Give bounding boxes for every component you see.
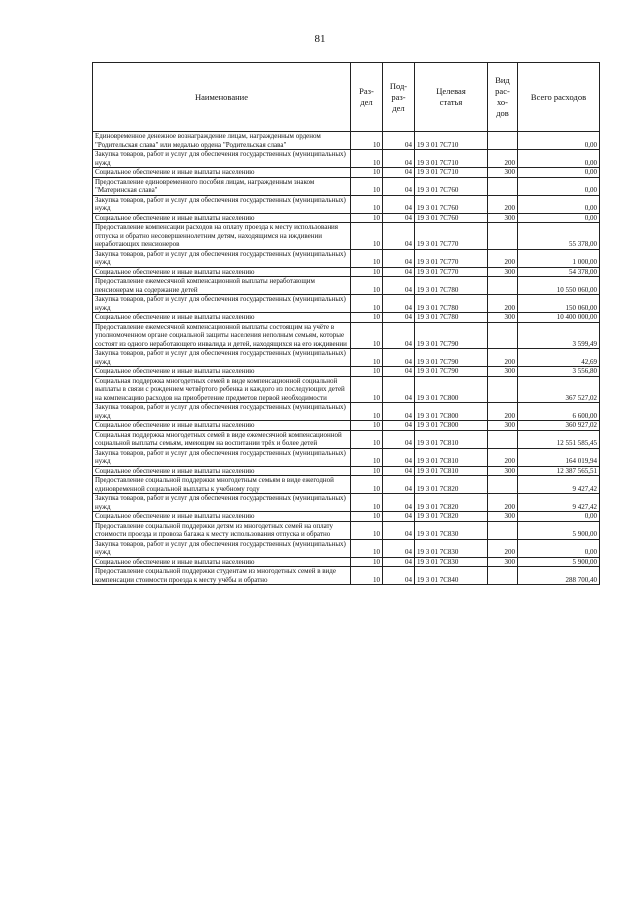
table-row: [93, 376, 600, 403]
cell-razdel: 10: [351, 277, 383, 295]
cell-total: 0,00: [518, 512, 600, 522]
cell-name: Социальное обеспечение и иные выплаты населению: [93, 421, 351, 431]
table-row: [93, 567, 600, 585]
cell-podrazdel: 04: [383, 195, 415, 213]
cell-target: 19 3 01 7C770: [415, 249, 488, 267]
cell-total: 150 060,00: [518, 295, 600, 313]
table-row: [93, 403, 600, 421]
cell-total: 367 527,02: [518, 376, 600, 403]
cell-podrazdel: 04: [383, 295, 415, 313]
cell-vid: 300: [488, 313, 518, 323]
header-vid: Вид рас- хо- дов: [488, 63, 518, 132]
cell-razdel: 10: [351, 150, 383, 168]
cell-name: Социальное обеспечение и иные выплаты населению: [93, 367, 351, 377]
cell-name: Социальное обеспечение и иные выплаты населению: [93, 557, 351, 567]
cell-total: 0,00: [518, 177, 600, 195]
cell-razdel: 10: [351, 512, 383, 522]
table-row: [93, 313, 600, 323]
cell-target: 19 3 01 7C710: [415, 132, 488, 150]
cell-razdel: 10: [351, 295, 383, 313]
table-row: [93, 476, 600, 494]
cell-total: 1 000,00: [518, 249, 600, 267]
cell-podrazdel: 04: [383, 322, 415, 349]
cell-razdel: 10: [351, 249, 383, 267]
table-row: [93, 150, 600, 168]
cell-podrazdel: 04: [383, 313, 415, 323]
cell-target: 19 3 01 7C800: [415, 421, 488, 431]
table-row: [93, 494, 600, 512]
cell-target: 19 3 01 7C810: [415, 448, 488, 466]
cell-name: Предоставление социальной поддержки детям из многодетных семей на оплату стоимости проезда и провоза багажа к месту использования отпуска и обратно: [93, 521, 351, 539]
cell-target: 19 3 01 7C760: [415, 213, 488, 223]
cell-name: Закупка товаров, работ и услуг для обеспечения государственных (муниципальных) нужд: [93, 403, 351, 421]
cell-razdel: 10: [351, 421, 383, 431]
table-row: [93, 213, 600, 223]
table-row: [93, 539, 600, 557]
cell-razdel: 10: [351, 367, 383, 377]
cell-target: 19 3 01 7C790: [415, 367, 488, 377]
cell-razdel: 10: [351, 177, 383, 195]
table-row: [93, 367, 600, 377]
budget-table: [92, 62, 600, 585]
cell-podrazdel: 04: [383, 512, 415, 522]
header-podrazdel: Под- раз- дел: [383, 63, 415, 132]
header-name: Наименование: [93, 63, 351, 132]
cell-razdel: 10: [351, 403, 383, 421]
cell-podrazdel: 04: [383, 466, 415, 476]
cell-target: 19 3 01 7C780: [415, 277, 488, 295]
cell-total: 12 551 585,45: [518, 430, 600, 448]
cell-vid: [488, 322, 518, 349]
table-row: [93, 132, 600, 150]
table-row: [93, 421, 600, 431]
cell-podrazdel: 04: [383, 539, 415, 557]
cell-total: 55 378,00: [518, 223, 600, 250]
cell-podrazdel: 04: [383, 349, 415, 367]
cell-name: Закупка товаров, работ и услуг для обеспечения государственных (муниципальных) нужд: [93, 249, 351, 267]
table-row: [93, 195, 600, 213]
cell-podrazdel: 04: [383, 223, 415, 250]
table-row: [93, 430, 600, 448]
cell-podrazdel: 04: [383, 476, 415, 494]
cell-name: Закупка товаров, работ и услуг для обеспечения государственных (муниципальных) нужд: [93, 150, 351, 168]
cell-total: 12 387 565,51: [518, 466, 600, 476]
cell-total: 9 427,42: [518, 494, 600, 512]
cell-vid: 300: [488, 213, 518, 223]
cell-podrazdel: 04: [383, 376, 415, 403]
cell-total: 3 556,80: [518, 367, 600, 377]
page-number: 81: [314, 33, 326, 45]
cell-vid: 300: [488, 557, 518, 567]
cell-target: 19 3 01 7C820: [415, 476, 488, 494]
cell-name: Единовременное денежное вознаграждение лицам, награжденным орденом "Родительская слава" или медалью ордена "Родительская слава": [93, 132, 351, 150]
cell-vid: 300: [488, 421, 518, 431]
cell-target: 19 3 01 7C780: [415, 295, 488, 313]
cell-target: 19 3 01 7C800: [415, 376, 488, 403]
cell-name: Закупка товаров, работ и услуг для обеспечения государственных (муниципальных) нужд: [93, 349, 351, 367]
header-razdel: Раз- дел: [351, 63, 383, 132]
cell-name: Социальное обеспечение и иные выплаты населению: [93, 313, 351, 323]
cell-razdel: 10: [351, 132, 383, 150]
cell-razdel: 10: [351, 521, 383, 539]
cell-target: 19 3 01 7C710: [415, 168, 488, 178]
cell-razdel: 10: [351, 430, 383, 448]
cell-total: 10 400 000,00: [518, 313, 600, 323]
cell-vid: [488, 521, 518, 539]
cell-razdel: 10: [351, 322, 383, 349]
cell-vid: [488, 430, 518, 448]
cell-razdel: 10: [351, 494, 383, 512]
table-row: [93, 295, 600, 313]
table-row: [93, 267, 600, 277]
cell-total: 0,00: [518, 195, 600, 213]
header-target: Целевая статья: [415, 63, 488, 132]
cell-target: 19 3 01 7C800: [415, 403, 488, 421]
cell-vid: 200: [488, 494, 518, 512]
cell-vid: 200: [488, 249, 518, 267]
table-row: [93, 223, 600, 250]
cell-vid: [488, 132, 518, 150]
cell-razdel: 10: [351, 567, 383, 585]
cell-vid: [488, 476, 518, 494]
cell-vid: 200: [488, 195, 518, 213]
cell-podrazdel: 04: [383, 521, 415, 539]
table-row: [93, 557, 600, 567]
cell-target: 19 3 01 7C770: [415, 223, 488, 250]
cell-podrazdel: 04: [383, 494, 415, 512]
cell-target: 19 3 01 7C790: [415, 349, 488, 367]
header-total: Всего расходов: [518, 63, 600, 132]
cell-vid: 200: [488, 295, 518, 313]
cell-razdel: 10: [351, 376, 383, 403]
cell-razdel: 10: [351, 349, 383, 367]
cell-name: Предоставление ежемесячной компенсационной выплаты состоящим на учёте в уполномоченном органе социальной защиты населения неполным семьям, которые состоят из одного неработающего инвалида и детей, находящихся на его иждивении: [93, 322, 351, 349]
table-row: [93, 168, 600, 178]
cell-podrazdel: 04: [383, 168, 415, 178]
table-row: [93, 349, 600, 367]
table-row: [93, 277, 600, 295]
cell-podrazdel: 04: [383, 567, 415, 585]
cell-vid: 200: [488, 403, 518, 421]
cell-total: 3 599,49: [518, 322, 600, 349]
cell-vid: 300: [488, 267, 518, 277]
cell-podrazdel: 04: [383, 448, 415, 466]
cell-vid: 300: [488, 367, 518, 377]
cell-total: 10 550 060,00: [518, 277, 600, 295]
cell-target: 19 3 01 7C770: [415, 267, 488, 277]
cell-razdel: 10: [351, 557, 383, 567]
cell-podrazdel: 04: [383, 277, 415, 295]
cell-name: Предоставление социальной поддержки студентам из многодетных семей в виде компенсации стоимости проезда к месту учёбы и обратно: [93, 567, 351, 585]
cell-name: Закупка товаров, работ и услуг для обеспечения государственных (муниципальных) нужд: [93, 295, 351, 313]
cell-total: 164 019,94: [518, 448, 600, 466]
cell-target: 19 3 01 7C760: [415, 195, 488, 213]
cell-vid: [488, 567, 518, 585]
cell-podrazdel: 04: [383, 267, 415, 277]
cell-razdel: 10: [351, 466, 383, 476]
table-row: [93, 249, 600, 267]
cell-target: 19 3 01 7C790: [415, 322, 488, 349]
cell-total: 5 900,00: [518, 557, 600, 567]
cell-vid: 200: [488, 150, 518, 168]
cell-total: 0,00: [518, 168, 600, 178]
cell-name: Закупка товаров, работ и услуг для обеспечения государственных (муниципальных) нужд: [93, 448, 351, 466]
cell-total: 0,00: [518, 150, 600, 168]
cell-total: 0,00: [518, 132, 600, 150]
table-row: [93, 177, 600, 195]
cell-podrazdel: 04: [383, 421, 415, 431]
cell-razdel: 10: [351, 313, 383, 323]
cell-target: 19 3 01 7C830: [415, 521, 488, 539]
cell-target: 19 3 01 7C810: [415, 466, 488, 476]
table-row: [93, 466, 600, 476]
cell-podrazdel: 04: [383, 367, 415, 377]
cell-vid: [488, 177, 518, 195]
cell-vid: 300: [488, 466, 518, 476]
cell-target: 19 3 01 7C830: [415, 539, 488, 557]
cell-podrazdel: 04: [383, 177, 415, 195]
cell-target: 19 3 01 7C820: [415, 494, 488, 512]
cell-total: 9 427,42: [518, 476, 600, 494]
cell-total: 360 927,02: [518, 421, 600, 431]
cell-name: Социальное обеспечение и иные выплаты населению: [93, 213, 351, 223]
cell-total: 0,00: [518, 539, 600, 557]
cell-razdel: 10: [351, 223, 383, 250]
table-row: [93, 322, 600, 349]
cell-vid: 200: [488, 349, 518, 367]
cell-target: 19 3 01 7C780: [415, 313, 488, 323]
cell-razdel: 10: [351, 448, 383, 466]
cell-name: Социальная поддержка многодетных семей в виде компенсационной социальной выплаты в связи с рождением четвёртого ребенка и каждого из последующих детей на компенсацию расходов на приобретение предметов первой необходимости: [93, 376, 351, 403]
cell-total: 6 600,00: [518, 403, 600, 421]
cell-vid: [488, 376, 518, 403]
cell-podrazdel: 04: [383, 403, 415, 421]
cell-total: 54 378,00: [518, 267, 600, 277]
cell-name: Социальное обеспечение и иные выплаты населению: [93, 168, 351, 178]
cell-podrazdel: 04: [383, 249, 415, 267]
cell-total: 5 900,00: [518, 521, 600, 539]
cell-target: 19 3 01 7C820: [415, 512, 488, 522]
cell-name: Предоставление социальной поддержки многодетным семьям в виде ежегодной единовременной социальной выплаты к учебному году: [93, 476, 351, 494]
cell-name: Социальное обеспечение и иные выплаты населению: [93, 512, 351, 522]
cell-name: Предоставление ежемесячной компенсационной выплаты неработающим пенсионерам на содержание детей: [93, 277, 351, 295]
table-body: [93, 132, 600, 585]
cell-target: 19 3 01 7C810: [415, 430, 488, 448]
cell-podrazdel: 04: [383, 213, 415, 223]
cell-total: 288 700,40: [518, 567, 600, 585]
cell-razdel: 10: [351, 476, 383, 494]
table-row: [93, 512, 600, 522]
cell-podrazdel: 04: [383, 132, 415, 150]
cell-podrazdel: 04: [383, 557, 415, 567]
cell-name: Закупка товаров, работ и услуг для обеспечения государственных (муниципальных) нужд: [93, 494, 351, 512]
cell-razdel: 10: [351, 195, 383, 213]
table-row: [93, 521, 600, 539]
cell-vid: 200: [488, 448, 518, 466]
cell-vid: 300: [488, 512, 518, 522]
cell-vid: 200: [488, 539, 518, 557]
cell-name: Закупка товаров, работ и услуг для обеспечения государственных (муниципальных) нужд: [93, 195, 351, 213]
cell-vid: [488, 223, 518, 250]
table-header-row: [93, 63, 600, 132]
cell-razdel: 10: [351, 168, 383, 178]
cell-name: Социальное обеспечение и иные выплаты населению: [93, 466, 351, 476]
cell-podrazdel: 04: [383, 150, 415, 168]
table-row: [93, 448, 600, 466]
cell-target: 19 3 01 7C710: [415, 150, 488, 168]
cell-name: Социальное обеспечение и иные выплаты населению: [93, 267, 351, 277]
cell-name: Предоставление компенсации расходов на оплату проезда к месту использования отпуска и обратно несовершеннолетним детям, находящимся на иждивении неработающих пенсионеров: [93, 223, 351, 250]
cell-razdel: 10: [351, 267, 383, 277]
cell-vid: 300: [488, 168, 518, 178]
cell-name: Закупка товаров, работ и услуг для обеспечения государственных (муниципальных) нужд: [93, 539, 351, 557]
cell-vid: [488, 277, 518, 295]
cell-total: 0,00: [518, 213, 600, 223]
cell-target: 19 3 01 7C840: [415, 567, 488, 585]
cell-name: Предоставление единовременного пособия лицам, награжденным знаком "Материнская слава": [93, 177, 351, 195]
cell-podrazdel: 04: [383, 430, 415, 448]
cell-razdel: 10: [351, 539, 383, 557]
cell-name: Социальная поддержка многодетных семей в виде ежемесячной компенсационной социальной выплаты семьям, имеющим на воспитании трёх и более детей: [93, 430, 351, 448]
cell-razdel: 10: [351, 213, 383, 223]
cell-target: 19 3 01 7C760: [415, 177, 488, 195]
cell-target: 19 3 01 7C830: [415, 557, 488, 567]
cell-total: 42,69: [518, 349, 600, 367]
